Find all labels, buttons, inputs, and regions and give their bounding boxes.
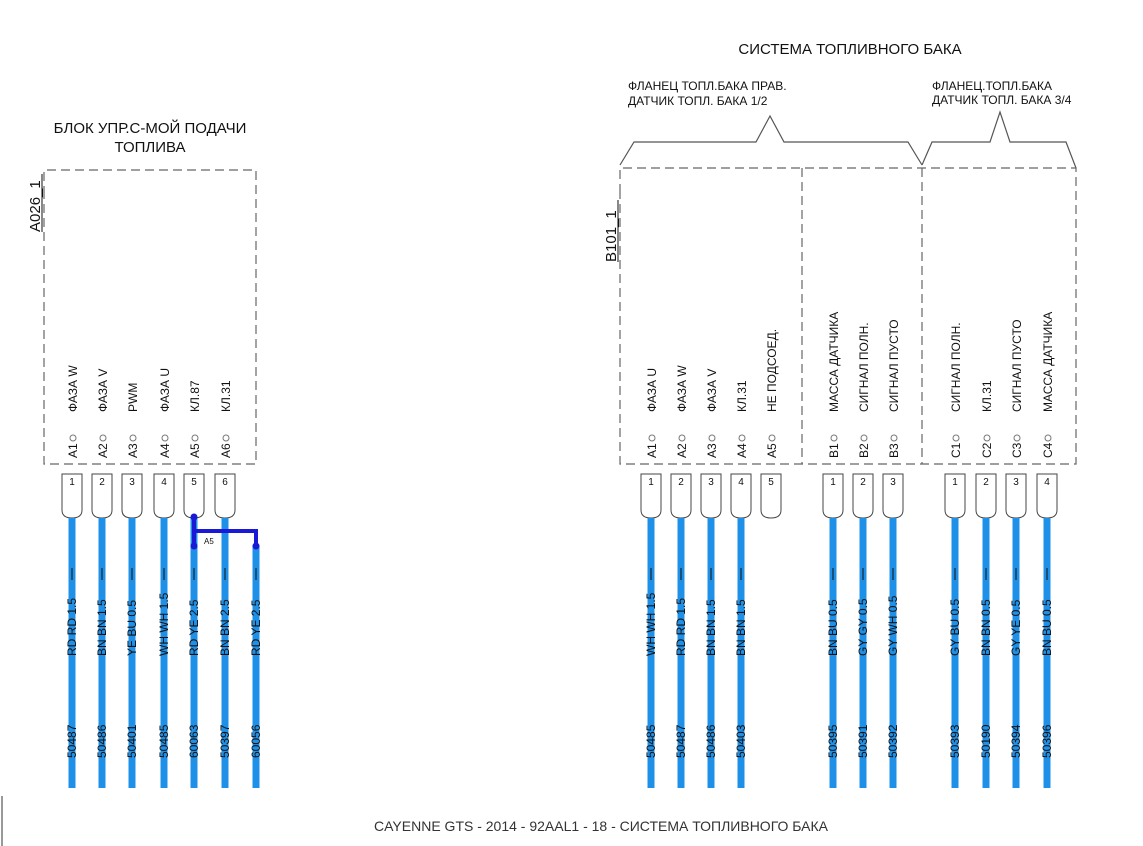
right-a3-function-label: ФАЗА V [705,368,719,412]
right-a5-pin-dot [769,435,775,441]
right-a3-circuit-number: 50486 [704,724,718,758]
right-a2-pin-dot [679,435,685,441]
right-a4-circuit-number: 50403 [734,724,748,758]
right-a2-function-label: ФАЗА W [675,365,689,412]
right-b1-cavity-number: 1 [830,477,836,488]
right-c1-pin-dot [953,435,959,441]
left-a4-function-label: ФАЗА U [158,368,172,412]
right-c2-column [976,380,996,788]
diagram-title: СИСТЕМА ТОПЛИВНОГО БАКА [738,41,962,58]
right-a2-wire-spec: RD RD 1.5 [674,597,688,656]
bridge-node-top [191,514,198,521]
right-a5-function-label: НЕ ПОДСОЕД. [765,328,779,412]
left-a2-pin-dot [100,435,106,441]
right-b3-function-label: СИГНАЛ ПУСТО [887,319,901,412]
left-a4-pin-label: A4 [158,443,172,458]
right-c2-circuit-number: 50190 [979,724,993,758]
left-a1-column [62,365,82,788]
right-a2-column [671,365,691,788]
right-component-box [620,168,1076,464]
left-a3-function-label: PWM [126,382,140,412]
left-component-id: A026_1 [27,180,44,232]
right-a3-pin-dot [709,435,715,441]
left-a5-function-label: КЛ.87 [188,380,202,412]
right-c3-pin-label: C3 [1010,442,1024,458]
left-a1-cavity-number: 1 [69,477,75,488]
left-a2-circuit-number: 50486 [95,724,109,758]
left-a3-column [122,383,142,788]
right-a4-pin-dot [739,435,745,441]
right-a4-column [731,380,751,788]
left-extra-circuit-number: 60056 [249,724,263,758]
right-a4-pin-label: A4 [735,443,749,458]
right-c4-wire-spec: BN BU 0.5 [1040,599,1054,656]
right-c3-column [1006,319,1026,788]
right-c1-column [945,322,965,788]
right-a3-cavity-number: 3 [708,477,714,488]
right-c3-wire-spec: GY YE 0.5 [1009,599,1023,656]
left-a4-cavity-number: 4 [161,477,167,488]
left-a5-pin-label: A5 [188,443,202,458]
right-b2-pin-label: B2 [857,443,871,458]
right-a5-cavity-number: 5 [768,477,774,488]
right-b1-column [823,312,843,788]
right-c1-circuit-number: 50393 [948,724,962,758]
left-a6-cavity-number: 6 [222,477,228,488]
left-component-box [44,170,256,464]
right-c1-function-label: СИГНАЛ ПОЛН. [949,322,963,412]
right-b3-wire-spec: GY WH 0.5 [886,595,900,656]
right-a2-pin-label: A2 [675,443,689,458]
left-a5-cavity-number: 5 [191,477,197,488]
group2-bracket [922,112,1076,168]
right-a1-function-label: ФАЗА U [645,368,659,412]
right-b1-function-label: МАССА ДАТЧИКА [827,311,841,412]
left-a2-pin-label: A2 [96,443,110,458]
right-c4-cavity-number: 4 [1044,477,1050,488]
right-a2-cavity-number: 2 [678,477,684,488]
left-a6-function-label: КЛ.31 [219,380,233,412]
right-c3-circuit-number: 50394 [1009,724,1023,758]
left-a2-column [92,369,112,788]
left-a3-pin-dot [130,435,136,441]
left-a6-pin-label: A6 [219,443,233,458]
left-a6-pin-dot [223,435,229,441]
left-a2-function-label: ФАЗА V [96,368,110,412]
right-b3-circuit-number: 50392 [886,724,900,758]
group2-title-line2: ДАТЧИК ТОПЛ. БАКА 3/4 [932,93,1072,107]
pin-columns [62,312,1057,788]
right-b1-wire-spec: BN BU 0.5 [826,599,840,656]
left-a6-column [215,380,235,788]
right-a3-pin-label: A3 [705,443,719,458]
right-c3-pin-dot [1014,435,1020,441]
right-b2-wire-spec: GY GY 0.5 [856,598,870,656]
left-a3-cavity-number: 3 [129,477,135,488]
right-a1-cavity-number: 1 [648,477,654,488]
right-b2-pin-dot [861,435,867,441]
group1-title-line2: ДАТЧИК ТОПЛ. БАКА 1/2 [628,94,768,108]
right-a4-function-label: КЛ.31 [735,380,749,412]
right-c4-pin-dot [1045,435,1051,441]
left-extra-wire-spec: RD YE 2.5 [249,599,263,656]
left-a4-column [154,368,174,788]
left-block-title-line1: БЛОК УПР.С-МОЙ ПОДАЧИ [53,120,247,137]
right-c2-function-label: КЛ.31 [980,380,994,412]
right-c2-pin-dot [984,435,990,441]
footer-caption: CAYENNE GTS - 2014 - 92AAL1 - 18 - СИСТЕМА ТОПЛИВНОГО БАКА [374,818,828,834]
right-b3-pin-dot [891,435,897,441]
right-c3-function-label: СИГНАЛ ПУСТО [1010,319,1024,412]
bridge-node-left [191,543,198,550]
left-a6-wire-spec: BN BN 2.5 [218,599,232,656]
left-a1-circuit-number: 50487 [65,724,79,758]
right-a2-circuit-number: 50487 [674,724,688,758]
left-a1-pin-dot [70,435,76,441]
left-a4-wire-spec: WH WH 1.5 [157,592,171,656]
group2-title-line1: ФЛАНЕЦ.ТОПЛ.БАКА [932,79,1053,93]
right-c1-pin-label: C1 [949,442,963,458]
left-a1-function-label: ФАЗА W [66,365,80,412]
right-a1-wire-spec: WH WH 1.5 [644,592,658,656]
right-b2-circuit-number: 50391 [856,724,870,758]
right-b3-cavity-number: 3 [890,477,896,488]
right-a3-column [701,369,721,788]
right-c2-wire-spec: BN BN 0.5 [979,599,993,656]
left-a1-wire-spec: RD RD 1.5 [65,597,79,656]
right-a3-wire-spec: BN BN 1.5 [704,599,718,656]
right-b2-function-label: СИГНАЛ ПОЛН. [857,322,871,412]
left-block-title-line2: ТОПЛИВА [114,139,186,156]
right-a1-circuit-number: 50485 [644,724,658,758]
right-b3-column [883,319,903,788]
right-a4-wire-spec: BN BN 1.5 [734,599,748,656]
right-a4-cavity-number: 4 [738,477,744,488]
left-a4-pin-dot [162,435,168,441]
right-c4-circuit-number: 50396 [1040,724,1054,758]
right-c4-pin-label: C4 [1041,442,1055,458]
left-a5-wire-spec: RD YE 2.5 [187,599,201,656]
right-a5-column [761,329,781,518]
left-a2-wire-spec: BN BN 1.5 [95,599,109,656]
right-b1-pin-label: B1 [827,443,841,458]
right-c1-cavity-number: 1 [952,477,958,488]
left-a5-pin-dot [192,435,198,441]
bridge-label: A5 [204,537,214,546]
left-a1-pin-label: A1 [66,443,80,458]
right-a1-column [641,368,661,788]
right-c2-cavity-number: 2 [983,477,989,488]
bridge-node-right [253,543,260,550]
right-c1-wire-spec: GY BU 0.5 [948,598,962,656]
right-c4-function-label: МАССА ДАТЧИКА [1041,311,1055,412]
left-a3-pin-label: A3 [126,443,140,458]
right-component-id: B101_1 [603,210,620,262]
group1-bracket [620,116,922,165]
left-a4-circuit-number: 50485 [157,724,171,758]
left-a5-circuit-number: 60063 [187,724,201,758]
right-b2-column [853,322,873,788]
right-c4-column [1037,312,1057,788]
group1-title-line1: ФЛАНЕЦ ТОПЛ.БАКА ПРАВ. [628,79,787,93]
left-a5-column [184,380,204,788]
right-b2-cavity-number: 2 [860,477,866,488]
right-b1-pin-dot [831,435,837,441]
right-a5-pin-label: A5 [765,443,779,458]
left-a3-wire-spec: YE BU 0.5 [125,599,139,656]
left-a3-circuit-number: 50401 [125,724,139,758]
right-c3-cavity-number: 3 [1013,477,1019,488]
right-a1-pin-dot [649,435,655,441]
left-extra-column [249,545,263,788]
right-a1-pin-label: A1 [645,443,659,458]
right-c2-pin-label: C2 [980,442,994,458]
left-a2-cavity-number: 2 [99,477,105,488]
left-a6-circuit-number: 50397 [218,724,232,758]
right-b3-pin-label: B3 [887,443,901,458]
right-b1-circuit-number: 50395 [826,724,840,758]
